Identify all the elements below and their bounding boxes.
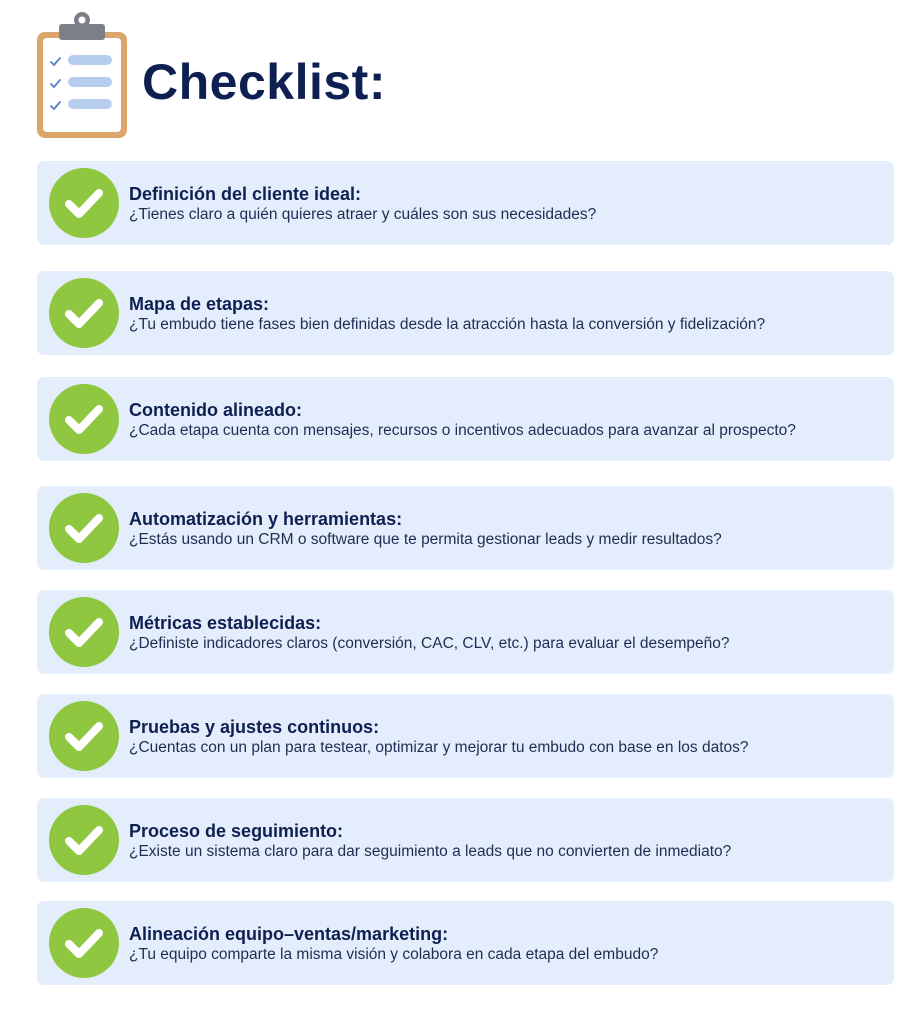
- check-circle-icon: [49, 805, 119, 875]
- item-description: ¿Tu embudo tiene fases bien definidas desde la atracción hasta la conversión y fidelización?: [129, 316, 766, 333]
- item-title: Pruebas y ajustes continuos:: [129, 717, 380, 737]
- item-description: ¿Cuentas con un plan para testear, optimizar y mejorar tu embudo con base en los datos?: [129, 739, 749, 756]
- check-circle-icon: [49, 384, 119, 454]
- check-circle-icon: [49, 493, 119, 563]
- checklist-item: [37, 798, 894, 882]
- item-title: Contenido alineado:: [129, 400, 302, 420]
- item-description: ¿Cada etapa cuenta con mensajes, recursos o incentivos adecuados para avanzar al prospecto?: [129, 422, 796, 439]
- item-title: Métricas establecidas:: [129, 613, 322, 633]
- checklist-item: [37, 377, 894, 461]
- check-circle-icon: [49, 278, 119, 348]
- check-circle-icon: [49, 597, 119, 667]
- check-circle-icon: [49, 168, 119, 238]
- checklist-item: [37, 161, 894, 245]
- checklist-item: [37, 271, 894, 355]
- item-title: Alineación equipo–ventas/marketing:: [129, 924, 449, 944]
- item-description: ¿Definiste indicadores claros (conversión, CAC, CLV, etc.) para evaluar el desempeño?: [129, 635, 730, 652]
- item-title: Automatización y herramientas:: [129, 509, 403, 529]
- check-circle-icon: [49, 908, 119, 978]
- checklist-item: [37, 694, 894, 778]
- checklist-item: [37, 901, 894, 985]
- item-description: ¿Existe un sistema claro para dar seguimiento a leads que no convierten de inmediato?: [129, 843, 732, 860]
- check-circle-icon: [49, 701, 119, 771]
- checklist-item: [37, 590, 894, 674]
- item-title: Definición del cliente ideal:: [129, 184, 362, 204]
- page-title: Checklist:: [142, 54, 386, 110]
- item-description: ¿Estás usando un CRM o software que te permita gestionar leads y medir resultados?: [129, 531, 722, 548]
- checklist-item: [37, 486, 894, 570]
- item-title: Proceso de seguimiento:: [129, 821, 344, 841]
- item-title: Mapa de etapas:: [129, 294, 270, 314]
- item-description: ¿Tu equipo comparte la misma visión y colabora en cada etapa del embudo?: [129, 946, 659, 963]
- item-description: ¿Tienes claro a quién quieres atraer y cuáles son sus necesidades?: [129, 206, 597, 223]
